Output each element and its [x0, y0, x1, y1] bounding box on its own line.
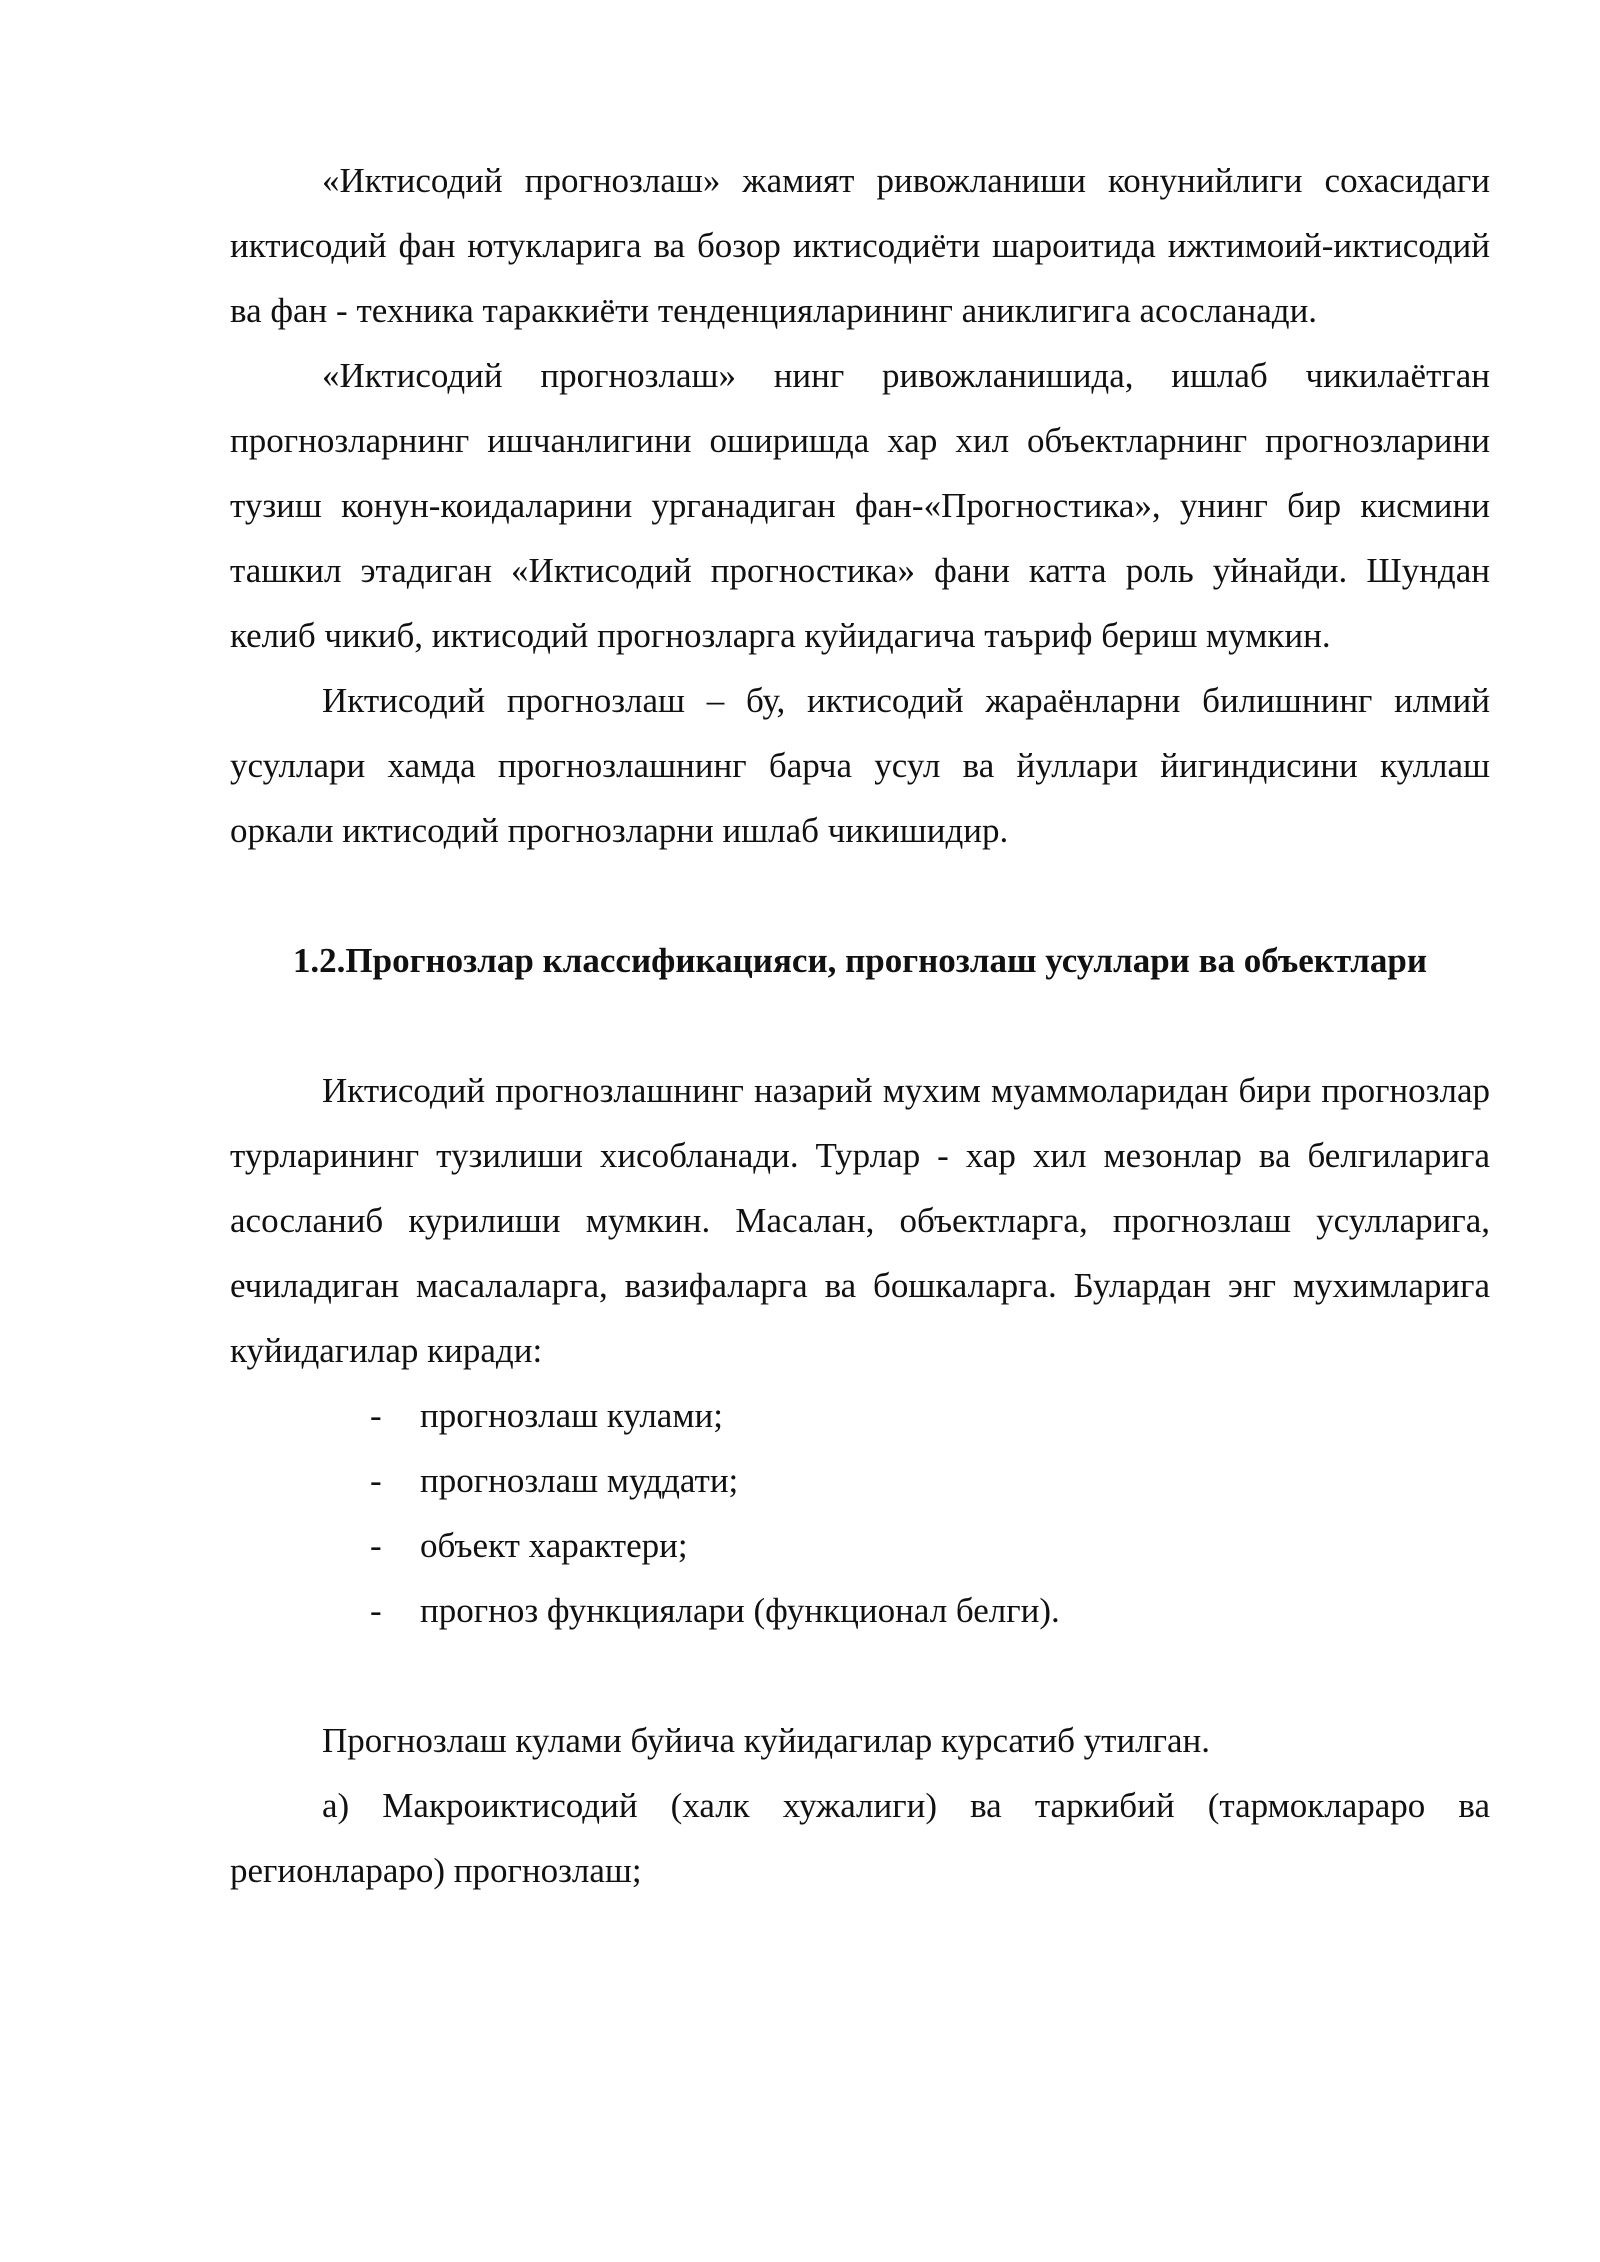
- list-item-text: прогнозлаш муддати;: [420, 1461, 739, 1500]
- list-dash-marker: -: [370, 1526, 382, 1565]
- list-item: [230, 1513, 1490, 1578]
- list-item-text: объект характери;: [420, 1526, 688, 1565]
- document-body: [230, 148, 1490, 1903]
- paragraph-scale: Прогнозлаш кулами буйича куйидагилар курсатиб утилган.: [322, 1721, 1211, 1760]
- paragraph-classification: Иктисодий прогнозлашнинг назарий мухим муаммоларидан бири прогнозлар турларининг тузилиши хисобланади. Турлар - хар хил мезонлар ва белгиларига асосланиб курилиши мумкин. Масалан, объектларга, прогнозлаш усулларига, ечиладиган масалаларга, вазифаларга ва бошкаларга. Булардан энг мухимларига куйидагилар киради:: [230, 1071, 1490, 1370]
- list-dash-marker: -: [370, 1461, 382, 1500]
- paragraph-intro-3: Иктисодий прогнозлаш – бу, иктисодий жараёнларни билишнинг илмий усуллари хамда прогнозлашнинг барча усул ва йуллари йигиндисини куллаш оркали иктисодий прогнозларни ишлаб чикишидир.: [230, 681, 1490, 850]
- list-item: [230, 1448, 1490, 1513]
- list-dash-marker: -: [370, 1396, 382, 1435]
- list-item-text: прогнозлаш кулами;: [420, 1396, 723, 1435]
- list-item: [230, 1578, 1490, 1643]
- paragraph-intro-1: «Иктисодий прогнозлаш» жамият ривожланиши конунийлиги сохасидаги иктисодий фан ютукларига ва бозор иктисодиёти шароитида ижтимоий-иктисодий ва фан - техника тараккиёти тенденцияларининг аниклигига асосланади.: [230, 161, 1490, 330]
- list-item: [230, 1383, 1490, 1448]
- list-item-text: прогноз функциялари (функционал белги).: [420, 1591, 1060, 1630]
- classification-list: [230, 1383, 1490, 1643]
- paragraph-intro-2: «Иктисодий прогнозлаш» нинг ривожланишида, ишлаб чикилаётган прогнозларнинг ишчанлигини оширишда хар хил объектларнинг прогнозларини тузиш конун-коидаларини урганадиган фан-«Прогностика», унинг бир кисмини ташкил этадиган «Иктисодий прогностика» фани катта роль уйнайди. Шундан келиб чикиб, иктисодий прогнозларга куйидагича таъриф бериш мумкин.: [230, 356, 1490, 655]
- section-heading: 1.2.Прогнозлар классификацияси, прогнозлаш усуллари ва объектлари: [292, 941, 1428, 980]
- list-dash-marker: -: [370, 1591, 382, 1630]
- paragraph-a: а) Макроиктисодий (халк хужалиги) ва таркибий (тармоклараро ва регионлараро) прогнозлаш;: [230, 1786, 1490, 1890]
- blank-line: [230, 1643, 1490, 1708]
